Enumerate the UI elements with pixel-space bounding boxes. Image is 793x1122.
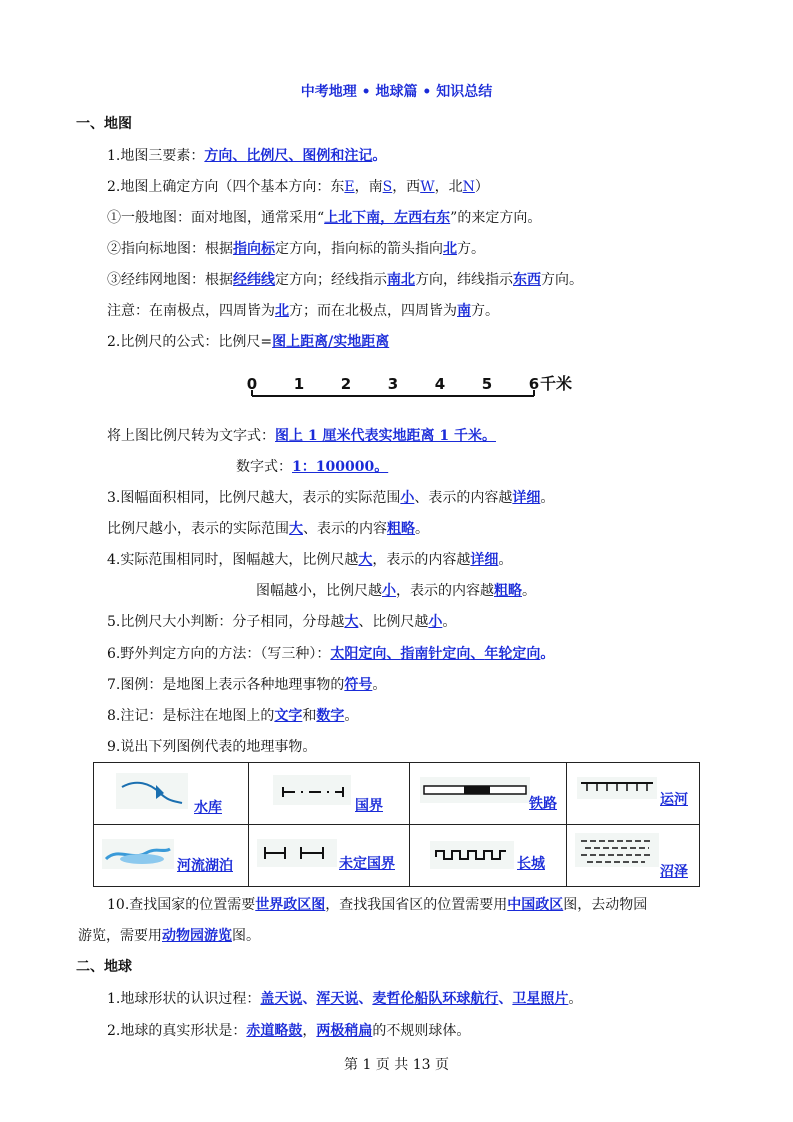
answer: 上北下南，左西右东	[324, 210, 451, 226]
answer: 中国政区	[507, 897, 564, 913]
text: 方；而在北极点，四周皆为	[289, 303, 457, 319]
text: 方。	[457, 241, 485, 257]
answer: 指向标	[233, 241, 275, 257]
scale-tick-label: 3	[387, 375, 399, 393]
answer: 东西	[513, 272, 541, 288]
answer: 小	[428, 614, 443, 630]
text: ②指向标地图：根据	[107, 241, 233, 257]
text: 图。	[232, 928, 260, 944]
river-lake-symbol	[102, 839, 174, 869]
section-heading-earth: 二、地球	[76, 959, 132, 975]
page-footer: 第 1 页 共 13 页	[344, 1057, 449, 1073]
line-same-range-2	[256, 581, 536, 601]
answer: 、	[498, 991, 513, 1007]
text: 。	[442, 614, 457, 630]
answer: 1：100000。	[292, 459, 389, 475]
text: ）	[474, 179, 489, 195]
answer: 、	[386, 646, 401, 662]
text: 2.地图上确定方向（四个基本方向：东	[107, 179, 345, 195]
answer: 赤道略鼓	[246, 1023, 303, 1039]
text: 方向。	[541, 272, 583, 288]
text: 定方向；经线指示	[275, 272, 387, 288]
legend-label: 河流湖泊	[177, 858, 233, 874]
scale-tick-label: 4	[434, 375, 446, 393]
text: 方。	[471, 303, 499, 319]
line-scale-number-form	[236, 457, 388, 477]
text: 。	[344, 708, 359, 724]
undetermined-border-symbol	[257, 839, 337, 867]
text: 。	[498, 552, 513, 568]
legend-table	[93, 762, 700, 887]
answer: 大	[344, 614, 359, 630]
text: 5.比例尺大小判断：分子相同，分母越	[107, 614, 345, 630]
text: 、表示的内容越	[414, 490, 513, 506]
answer: N	[462, 179, 475, 195]
answer: 经纬线	[233, 272, 275, 288]
page-title: 中考地理 • 地球篇 • 知识总结	[300, 84, 493, 100]
line-scale-judge	[107, 612, 456, 632]
scale-tick-label: 2	[340, 375, 352, 393]
railway-symbol	[420, 777, 530, 803]
text: 1.地图三要素：	[107, 148, 205, 164]
answer: 比例尺	[246, 148, 289, 164]
text: ”的来定方向。	[450, 210, 542, 226]
text: 游览，需要用	[78, 928, 162, 944]
answer: 、	[232, 148, 247, 164]
answer: 图上距离/实地距离	[272, 334, 390, 350]
text: 和	[302, 708, 317, 724]
text: 数字式：	[236, 459, 292, 475]
line-field-direction	[107, 644, 554, 664]
answer: 方向	[204, 148, 233, 164]
answer: 南北	[387, 272, 415, 288]
swamp-symbol	[575, 833, 659, 867]
legend-label: 运河	[660, 792, 688, 808]
line-note-poles	[107, 301, 499, 321]
line-legend-def	[107, 675, 386, 695]
text: 1.地球形状的认识过程：	[107, 991, 261, 1007]
answer: 南	[457, 303, 471, 319]
text: 定方向，指向标的箭头指向	[275, 241, 443, 257]
text: 的不规则球体。	[372, 1023, 471, 1039]
text: ，查找我国省区的位置需要用	[325, 897, 508, 913]
text: 7.图例：是地图上表示各种地理事物的	[107, 677, 345, 693]
text: 6.野外判定方向的方法：（写三种）：	[107, 646, 331, 662]
legend-cell	[249, 825, 410, 887]
line-scale-text-form	[107, 426, 496, 446]
answer: 北	[275, 303, 289, 319]
answer: 。	[372, 148, 387, 164]
text: 方向，纬线指示	[415, 272, 513, 288]
text: 8.注记：是标注在地图上的	[107, 708, 275, 724]
answer: 粗略	[387, 521, 415, 537]
line-earth-real-shape	[107, 1021, 470, 1041]
text: 图，去动物园	[563, 897, 648, 913]
answer: 详细	[512, 490, 541, 506]
text: ，西	[392, 179, 421, 195]
answer: 世界政区图	[255, 897, 326, 913]
line-directions	[107, 177, 489, 197]
text: 将上图比例尺转为文字式：	[107, 428, 275, 444]
answer: E	[344, 179, 355, 195]
text: 比例尺越小，表示的实际范围	[107, 521, 289, 537]
text: 。	[372, 677, 387, 693]
answer: 数字	[316, 708, 345, 724]
legend-label: 未定国界	[339, 856, 395, 872]
line-pointer-map	[107, 239, 485, 259]
legend-cell	[410, 825, 567, 887]
legend-cell	[567, 825, 700, 887]
text: ，南	[354, 179, 383, 195]
text: 10.查找国家的位置需要	[107, 897, 256, 913]
answer: 浑天说	[316, 991, 359, 1007]
legend-cell	[567, 763, 700, 825]
scale-tick-label: 6	[528, 375, 540, 393]
text: 、表示的内容	[303, 521, 387, 537]
canal-symbol	[577, 777, 657, 799]
answer: 卫星照片	[512, 991, 569, 1007]
text: 注意：在南极点，四周皆为	[107, 303, 275, 319]
line-annotation-def	[107, 706, 358, 726]
answer: 、	[358, 991, 373, 1007]
answer: 小	[382, 583, 396, 599]
scale-tick-label: 1	[293, 375, 305, 393]
text: 9.说出下列图例代表的地理事物。	[107, 739, 317, 755]
answer: W	[420, 179, 435, 195]
text: 2.比例尺的公式：比例尺=	[107, 334, 273, 350]
answer: 、	[302, 991, 317, 1007]
text: 、比例尺越	[358, 614, 429, 630]
legend-label: 长城	[517, 856, 545, 872]
scale-bar	[240, 372, 580, 402]
legend-label: 水库	[194, 800, 222, 816]
line-grid-map	[107, 270, 583, 290]
section-heading-map: 一、地图	[76, 116, 132, 132]
text: ，表示的内容越	[396, 583, 494, 599]
answer: 年轮定向	[484, 646, 541, 662]
text: 4.实际范围相同时，图幅越大，比例尺越	[107, 552, 359, 568]
line-map-choice-1	[107, 895, 647, 915]
answer: 。	[540, 646, 555, 662]
answer: 粗略	[494, 583, 522, 599]
answer: 太阳定向	[330, 646, 387, 662]
line-same-range-1	[107, 550, 512, 570]
answer: 、	[288, 148, 303, 164]
text: ③经纬网地图：根据	[107, 272, 233, 288]
line-earth-shape-history	[107, 989, 582, 1009]
line-scale-formula	[107, 332, 389, 352]
text: 图幅越小，比例尺越	[256, 583, 382, 599]
scale-tick-label: 5	[481, 375, 493, 393]
answer: 小	[400, 490, 415, 506]
answer: 符号	[344, 677, 373, 693]
answer: 盖天说	[260, 991, 303, 1007]
scale-tick-label: 0	[246, 375, 258, 393]
line-map-elements	[107, 146, 386, 166]
legend-cell	[94, 825, 249, 887]
answer: S	[382, 179, 393, 195]
legend-cell	[410, 763, 567, 825]
legend-cell	[94, 763, 249, 825]
text: ，	[302, 1023, 317, 1039]
text: 。	[415, 521, 429, 537]
answer: 、	[470, 646, 485, 662]
answer: 图例和注记	[302, 148, 373, 164]
answer: 文字	[274, 708, 303, 724]
line-scale-size-2	[107, 519, 429, 539]
national-border-symbol	[273, 775, 351, 805]
legend-label: 沼泽	[660, 864, 688, 880]
text: 2.地球的真实形状是：	[107, 1023, 247, 1039]
text: ①一般地图：面对地图，通常采用“	[107, 210, 325, 226]
answer: 图上 1 厘米代表实地距离 1 千米。	[275, 428, 496, 444]
answer: 两极稍扁	[316, 1023, 373, 1039]
answer: 动物园游览	[162, 928, 232, 944]
text: ，北	[434, 179, 463, 195]
text: ，表示的内容越	[372, 552, 471, 568]
scale-unit: 千米	[540, 374, 573, 393]
line-legend-question	[107, 737, 316, 757]
answer: 北	[443, 241, 457, 257]
answer: 详细	[470, 552, 499, 568]
legend-label: 铁路	[529, 796, 557, 812]
text: 。	[522, 583, 536, 599]
text: 3.图幅面积相同，比例尺越大，表示的实际范围	[107, 490, 401, 506]
answer: 麦哲伦船队环球航行	[372, 991, 499, 1007]
great-wall-symbol	[430, 841, 514, 869]
line-scale-size-1	[107, 488, 554, 508]
answer: 大	[289, 521, 303, 537]
text: 。	[568, 991, 583, 1007]
legend-label: 国界	[355, 798, 383, 814]
answer: 指南针定向	[400, 646, 471, 662]
reservoir-symbol	[116, 773, 188, 809]
line-map-choice-2	[78, 926, 260, 946]
line-general-map	[107, 208, 541, 228]
legend-cell	[249, 763, 410, 825]
text: 。	[540, 490, 555, 506]
answer: 大	[358, 552, 373, 568]
